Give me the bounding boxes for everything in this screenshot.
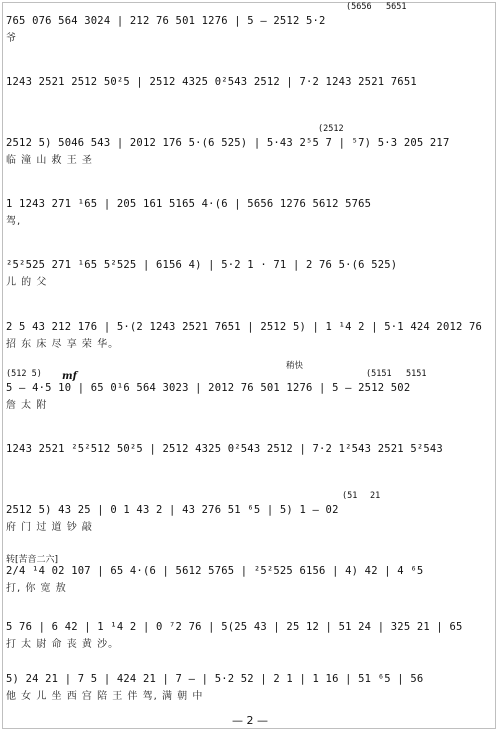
notation-line: 5 76 | 6 42 | 1 ¹4 2 | 0 ⁷2 76 | 5(25 43 | 25 12 | 51 24 | 325 21 | 65: [6, 621, 463, 633]
lyrics-line: 儿 的 父: [6, 277, 48, 288]
lyrics-line: [6, 93, 492, 107]
above-annotation: 5651: [386, 2, 407, 12]
lyrics-line: 爷: [6, 33, 17, 44]
page-number: — 2 —: [232, 714, 268, 727]
notation-line: 2 5 43 212 176 | 5·(2 1243 2521 7651 | 2512 5) | 1 ¹4 2 | 5·1 424 2012 76: [6, 321, 483, 333]
notation-line: 765 076 564 3024 | 212 76 501 1276 | 5 — 2512 5·2: [6, 15, 326, 27]
lyrics-line: 他 女 儿 坐 西 宫 陪 王 伴 驾, 满 朝 中: [6, 691, 204, 702]
above-annotation: 21: [370, 491, 381, 501]
lyrics-line: 打 太 尉 命 丧 黄 沙。: [6, 639, 120, 650]
notation-line: 5) 24 21 | 7 5 | 424 21 | 7 — | 5·2 52 | 2 1 | 1 16 | 51 ⁶5 | 56: [6, 673, 424, 685]
lyrics-line: 打, 你 宽 敖: [6, 583, 67, 594]
notation-line: 2512 5) 5046 543 | 2012 176 5·(6 525) | 5·43 2⁵5 7 | ⁵7) 5·3 205 217: [6, 137, 450, 149]
notation-line: 1243 2521 2512 50²5 | 2512 4325 0²543 2512 | 7·2 1243 2521 7651: [6, 76, 417, 88]
above-annotation: (512 5): [6, 369, 42, 379]
dynamic-mark: mf: [62, 371, 77, 382]
lyrics-line: 詹 太 附: [6, 400, 48, 411]
lyrics-line: 府 门 过 道 钞 敲: [6, 522, 93, 533]
above-annotation: (5151: [366, 369, 392, 379]
notation-line: 2512 5) 43 25 | 0 1 43 2 | 43 276 51 ⁶5 | 5) 1 — 02: [6, 504, 339, 516]
above-annotation: (5656: [346, 2, 372, 12]
notation-line: 2/4 ¹4 02 107 | 65 4·(6 | 5612 5765 | ²5²525 6156 | 4) 42 | 4 ⁶5: [6, 565, 424, 577]
notation-line: 1 1243 271 ¹65 | 205 161 5165 4·(6 | 5656 1276 5612 5765: [6, 198, 372, 210]
notation-line: 5 — 4·5 10 | 65 0¹6 564 3023 | 2012 76 501 1276 | 5 — 2512 502: [6, 382, 411, 394]
tempo-marking: 稍快: [286, 361, 304, 371]
section-marking: 转[苦音二六]: [6, 555, 59, 565]
notation-line: 1243 2521 ²5²512 50²5 | 2512 4325 0²543 2512 | 7·2 1²543 2521 5²543: [6, 443, 443, 455]
above-annotation: (51: [342, 491, 358, 501]
lyrics-line: 临 潼 山 救 王 圣: [6, 155, 93, 166]
lyrics-line: 招 东 床 尽 享 荣 华。: [6, 339, 120, 350]
notation-line: ²5²525 271 ¹65 5²525 | 6156 4) | 5·2 1 · 71 | 2 76 5·(6 525): [6, 259, 398, 271]
above-annotation: (2512: [318, 124, 344, 134]
lyrics-line: [6, 460, 492, 474]
above-annotation: 5151: [406, 369, 427, 379]
lyrics-line: 驾,: [6, 216, 22, 227]
